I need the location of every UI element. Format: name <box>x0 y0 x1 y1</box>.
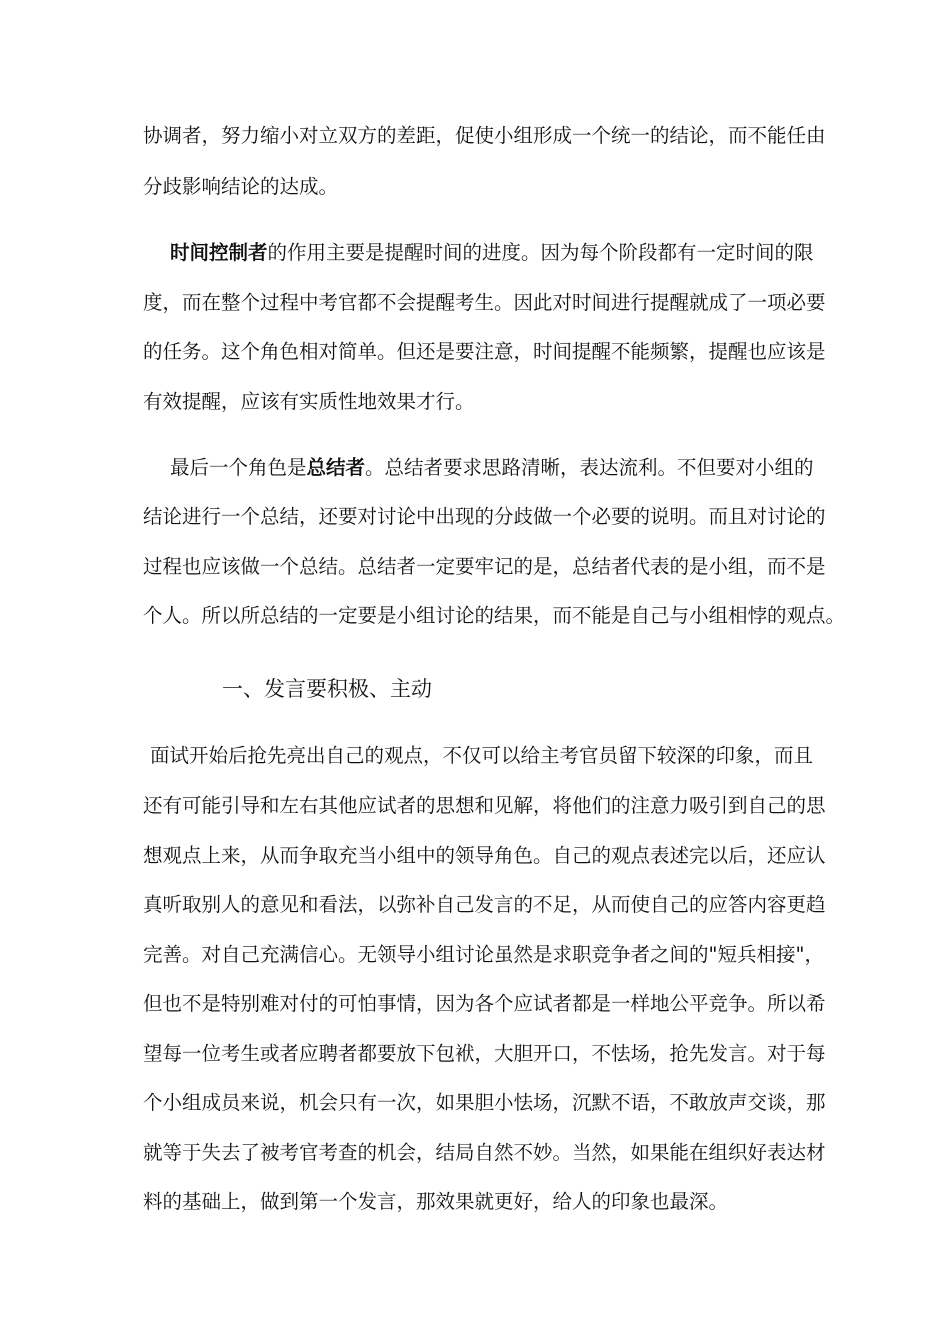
paragraph-4-line-4: 真听取别人的意见和看法，以弥补自己发言的不足，从而使自己的应答内容更趋 <box>143 893 826 916</box>
paragraph-2-line-2: 度，而在整个过程中考官都不会提醒考生。因此对时间进行提醒就成了一项必要 <box>143 291 826 314</box>
paragraph-3-line-1-rest: 。总结者要求思路清晰，表达流利。不但要对小组的 <box>365 456 814 479</box>
paragraph-4-line-6: 但也不是特别难对付的可怕事情，因为各个应试者都是一样地公平竞争。所以希 <box>143 992 826 1015</box>
paragraph-3-line-1 <box>170 455 814 481</box>
paragraph-3-line-2: 结论进行一个总结，还要对讨论中出现的分歧做一个必要的说明。而且对讨论的 <box>143 505 826 528</box>
paragraph-4-line-3: 想观点上来，从而争取充当小组中的领导角色。自己的观点表述完以后，还应认 <box>143 844 826 867</box>
paragraph-4-line-2: 还有可能引导和左右其他应试者的思想和见解，将他们的注意力吸引到自己的思 <box>143 794 826 817</box>
paragraph-4-line-5: 完善。对自己充满信心。无领导小组讨论虽然是求职竞争者之间的"短兵相接"， <box>143 943 824 966</box>
paragraph-2-line-1 <box>170 240 814 266</box>
paragraph-3-line-3: 过程也应该做一个总结。总结者一定要牢记的是，总结者代表的是小组，而不是 <box>143 555 826 578</box>
paragraph-4-line-1: 面试开始后抢先亮出自己的观点，不仅可以给主考官员留下较深的印象，而且 <box>150 744 814 767</box>
paragraph-2-line-1-rest: 的作用主要是提醒时间的进度。因为每个阶段都有一定时间的限 <box>267 241 814 264</box>
paragraph-2-line-4: 有效提醒，应该有实质性地效果才行。 <box>143 390 475 413</box>
paragraph-3-line-1-pre: 最后一个角色是 <box>170 456 307 479</box>
paragraph-4-line-7: 望每一位考生或者应聘者都要放下包袱，大胆开口，不怯场，抢先发言。对于每 <box>143 1042 826 1065</box>
section-heading: 一、发言要积极、主动 <box>222 677 432 701</box>
paragraph-1-line-2: 分歧影响结论的达成。 <box>143 175 339 198</box>
paragraph-4-line-9: 就等于失去了被考官考查的机会，结局自然不妙。当然，如果能在组织好表达材 <box>143 1141 826 1164</box>
paragraph-1-line-1: 协调者，努力缩小对立双方的差距，促使小组形成一个统一的结论，而不能任由 <box>143 124 826 147</box>
paragraph-2-line-3: 的任务。这个角色相对简单。但还是要注意，时间提醒不能频繁，提醒也应该是 <box>143 340 826 363</box>
paragraph-4-line-10: 料的基础上，做到第一个发言，那效果就更好，给人的印象也最深。 <box>143 1190 729 1213</box>
paragraph-3-line-4: 个人。所以所总结的一定要是小组讨论的结果，而不能是自己与小组相悖的观点。 <box>143 604 846 627</box>
bold-term-summarizer: 总结者 <box>306 456 366 479</box>
paragraph-4-line-8: 个小组成员来说，机会只有一次，如果胆小怯场，沉默不语，不敢放声交谈，那 <box>143 1091 826 1114</box>
bold-term-time-controller: 时间控制者 <box>170 241 268 264</box>
